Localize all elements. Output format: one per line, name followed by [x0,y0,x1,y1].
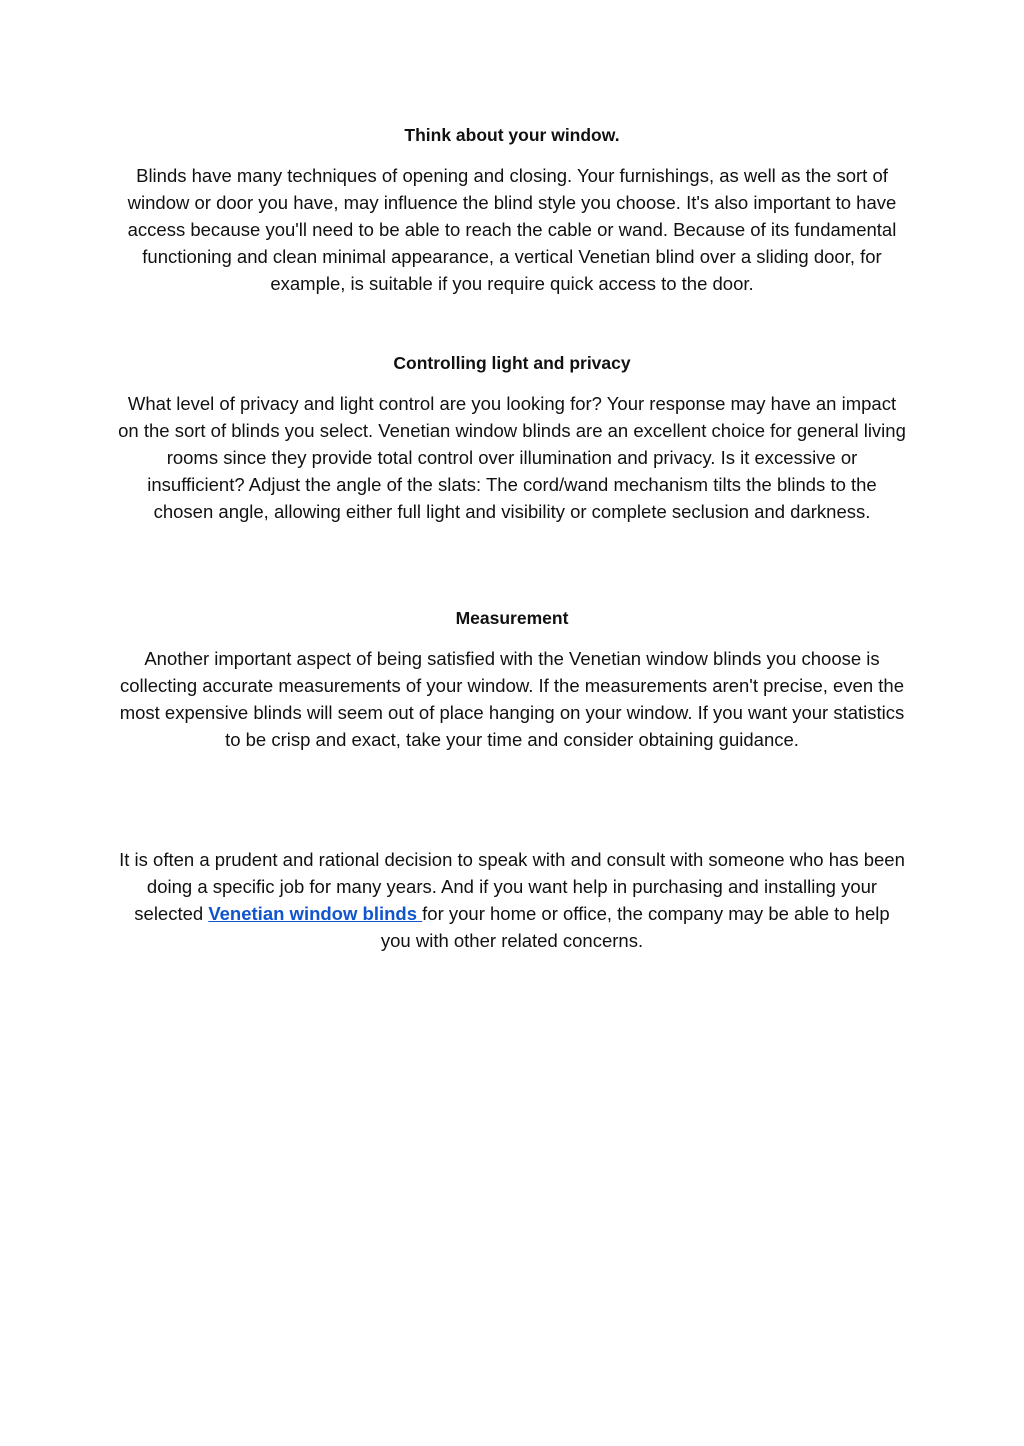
document-content [118,0,906,1446]
section-heading: Measurement [455,608,569,628]
section-closing [118,833,906,954]
section-paragraph: What level of privacy and light control are you looking for? Your response may have an impact on the sort of blinds you select. Venetian window blinds are an excellent choice for general living rooms since they provide total control over illumination and privacy. Is it excessive or insufficient? Adjust the angle of the slats: The cord/wand mechanism tilts the blinds to the chosen angle, allowing either full light and visibility or complete seclusion and darkness. [118,393,906,522]
section-window [118,122,906,297]
section-heading: Think about your window. [404,125,620,145]
section-light-privacy [118,350,906,525]
closing-text-after-link: for your home or office, the company may be able to help you with other related concerns. [380,903,890,951]
venetian-blinds-link[interactable]: Venetian window blinds [208,903,423,924]
section-heading: Controlling light and privacy [393,353,631,373]
section-paragraph: Another important aspect of being satisfied with the Venetian window blinds you choose is collecting accurate measurements of your window. If the measurements aren't precise, even the most expensive blinds will seem out of place hanging on your window. If you want your statistics to be crisp and exact, take your time and consider obtaining guidance. [119,648,905,750]
closing-paragraph [118,833,906,954]
closing-text-before-link: It is often a prudent and rational decision to speak with and consult with someone who has been doing a specific job for many years. And if you want help in purchasing and installing your selected [119,849,905,924]
section-measurement [118,605,906,753]
section-paragraph: Blinds have many techniques of opening and closing. Your furnishings, as well as the sort of window or door you have, may influence the blind style you choose. It's also important to have access because you'll need to be able to reach the cable or wand. Because of its fundamental functioning and clean minimal appearance, a vertical Venetian blind over a sliding door, for example, is suitable if you require quick access to the door. [127,165,897,294]
